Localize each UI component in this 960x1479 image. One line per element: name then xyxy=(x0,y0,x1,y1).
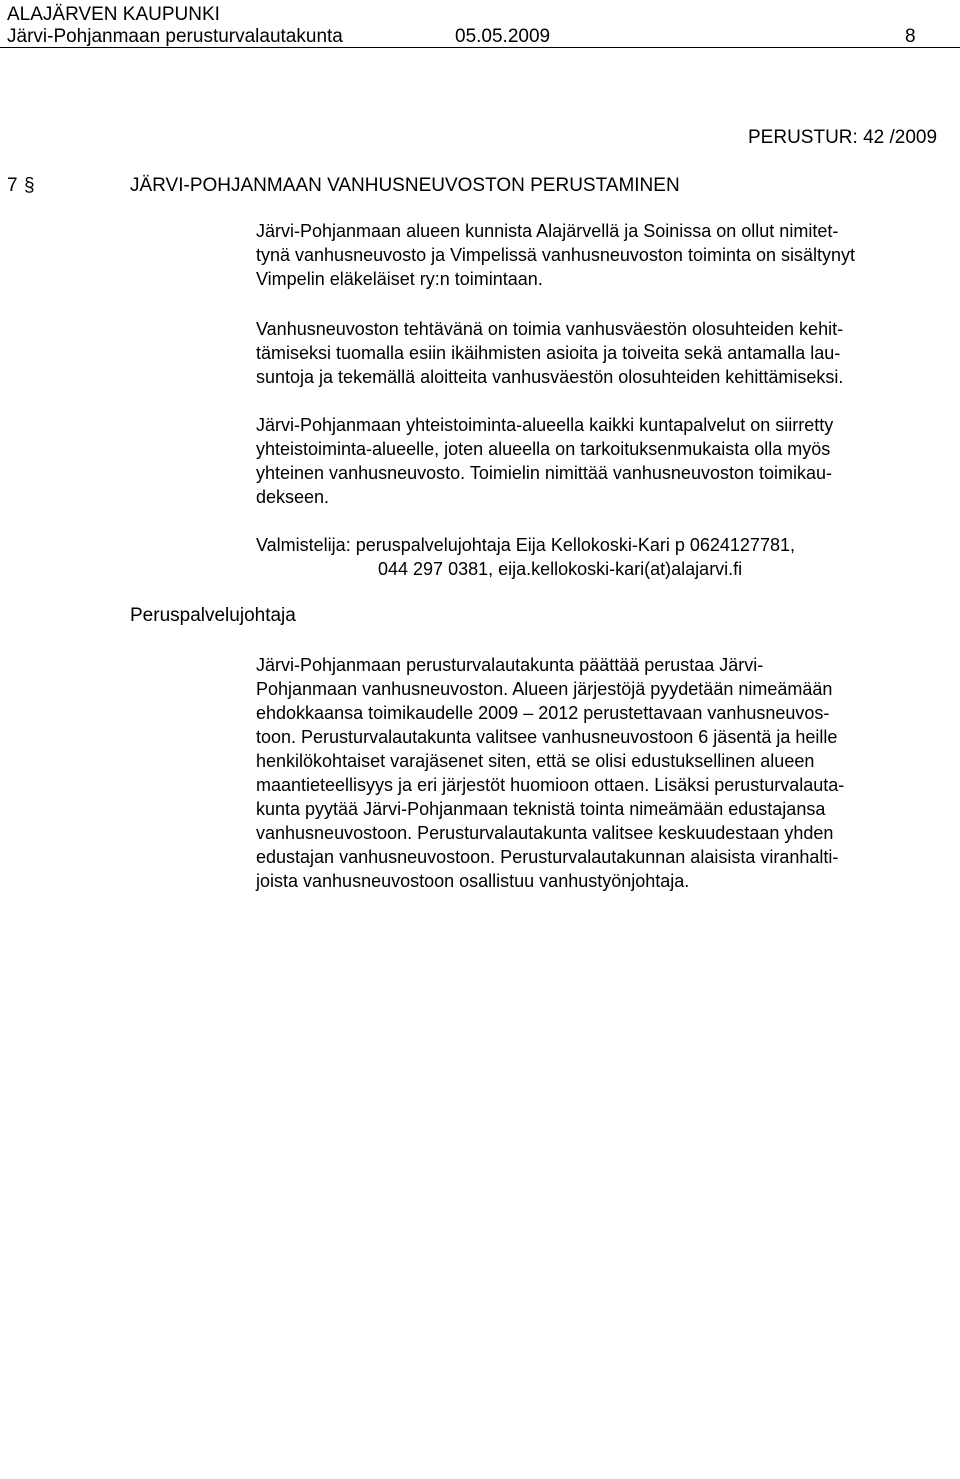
header-divider xyxy=(0,47,960,48)
proposal-line: joista vanhusneuvostoon osallistuu vanhustyönjohtaja. xyxy=(256,871,690,891)
paragraph-line: suntoja ja tekemällä aloitteita vanhusväestön olosuhteiden kehittämiseksi. xyxy=(256,367,844,387)
preparer-contact: 044 297 0381, eija.kellokoski-kari(at)alajarvi.fi xyxy=(378,559,743,579)
paragraph-cooperation-area xyxy=(256,413,946,509)
paragraph-purpose xyxy=(256,317,946,389)
committee-name: Järvi-Pohjanmaan perusturvalautakunta xyxy=(7,26,343,47)
proposal-line: toon. Perusturvalautakunta valitsee vanhusneuvostoon 6 jäsentä ja heille xyxy=(256,727,838,747)
paragraph-line: dekseen. xyxy=(256,487,330,507)
preparer-info xyxy=(256,533,946,581)
meeting-date: 05.05.2009 xyxy=(455,26,551,47)
paragraph-line: Vanhusneuvoston tehtävänä on toimia vanhusväestön olosuhteiden kehit- xyxy=(256,319,844,339)
paragraph-background xyxy=(256,219,946,291)
section-title: JÄRVI-POHJANMAAN VANHUSNEUVOSTON PERUSTAMINEN xyxy=(130,175,680,196)
section-symbol: § xyxy=(24,175,35,196)
proposer-label: Peruspalvelujohtaja xyxy=(130,605,296,626)
paragraph-line: yhteinen vanhusneuvosto. Toimielin nimittää vanhusneuvoston toimikau- xyxy=(256,463,833,483)
paragraph-line: tämiseksi tuomalla esiin ikäihmisten asioita ja toiveita sekä antamalla lau- xyxy=(256,343,841,363)
proposal-line: maantieteellisyys ja eri järjestöt huomioon ottaen. Lisäksi perusturvalauta- xyxy=(256,775,845,795)
section-number: 7 xyxy=(7,175,18,196)
preparer-line: Valmistelija: peruspalvelujohtaja Eija Kellokoski-Kari p 0624127781, xyxy=(256,535,795,555)
paragraph-line: yhteistoiminta-alueelle, joten alueella on tarkoituksenmukaista olla myös xyxy=(256,439,831,459)
paragraph-line: Järvi-Pohjanmaan alueen kunnista Alajärvellä ja Soinissa on ollut nimitet- xyxy=(256,221,839,241)
page-number: 8 xyxy=(905,26,916,47)
proposal-line: kunta pyytää Järvi-Pohjanmaan teknistä tointa nimeämään edustajansa xyxy=(256,799,826,819)
paragraph-line: Järvi-Pohjanmaan yhteistoiminta-alueella kaikki kuntapalvelut on siirretty xyxy=(256,415,834,435)
paragraph-line: Vimpelin eläkeläiset ry:n toimintaan. xyxy=(256,269,543,289)
proposal-text xyxy=(256,653,946,893)
proposal-line: edustajan vanhusneuvostoon. Perusturvalautakunnan alaisista viranhalti- xyxy=(256,847,839,867)
organization-name: ALAJÄRVEN KAUPUNKI xyxy=(7,4,220,25)
paragraph-line: tynä vanhusneuvosto ja Vimpelissä vanhusneuvoston toiminta on sisältynyt xyxy=(256,245,856,265)
proposal-line: henkilökohtaiset varajäsenet siten, että se olisi edustuksellinen alueen xyxy=(256,751,815,771)
proposal-line: Järvi-Pohjanmaan perusturvalautakunta päättää perustaa Järvi- xyxy=(256,655,764,675)
document-reference: PERUSTUR: 42 /2009 xyxy=(748,127,938,148)
proposal-line: ehdokkaansa toimikaudelle 2009 – 2012 perustettavaan vanhusneuvos- xyxy=(256,703,830,723)
proposal-line: vanhusneuvostoon. Perusturvalautakunta valitsee keskuudestaan yhden xyxy=(256,823,834,843)
proposal-line: Pohjanmaan vanhusneuvoston. Alueen järjestöjä pyydetään nimeämään xyxy=(256,679,833,699)
